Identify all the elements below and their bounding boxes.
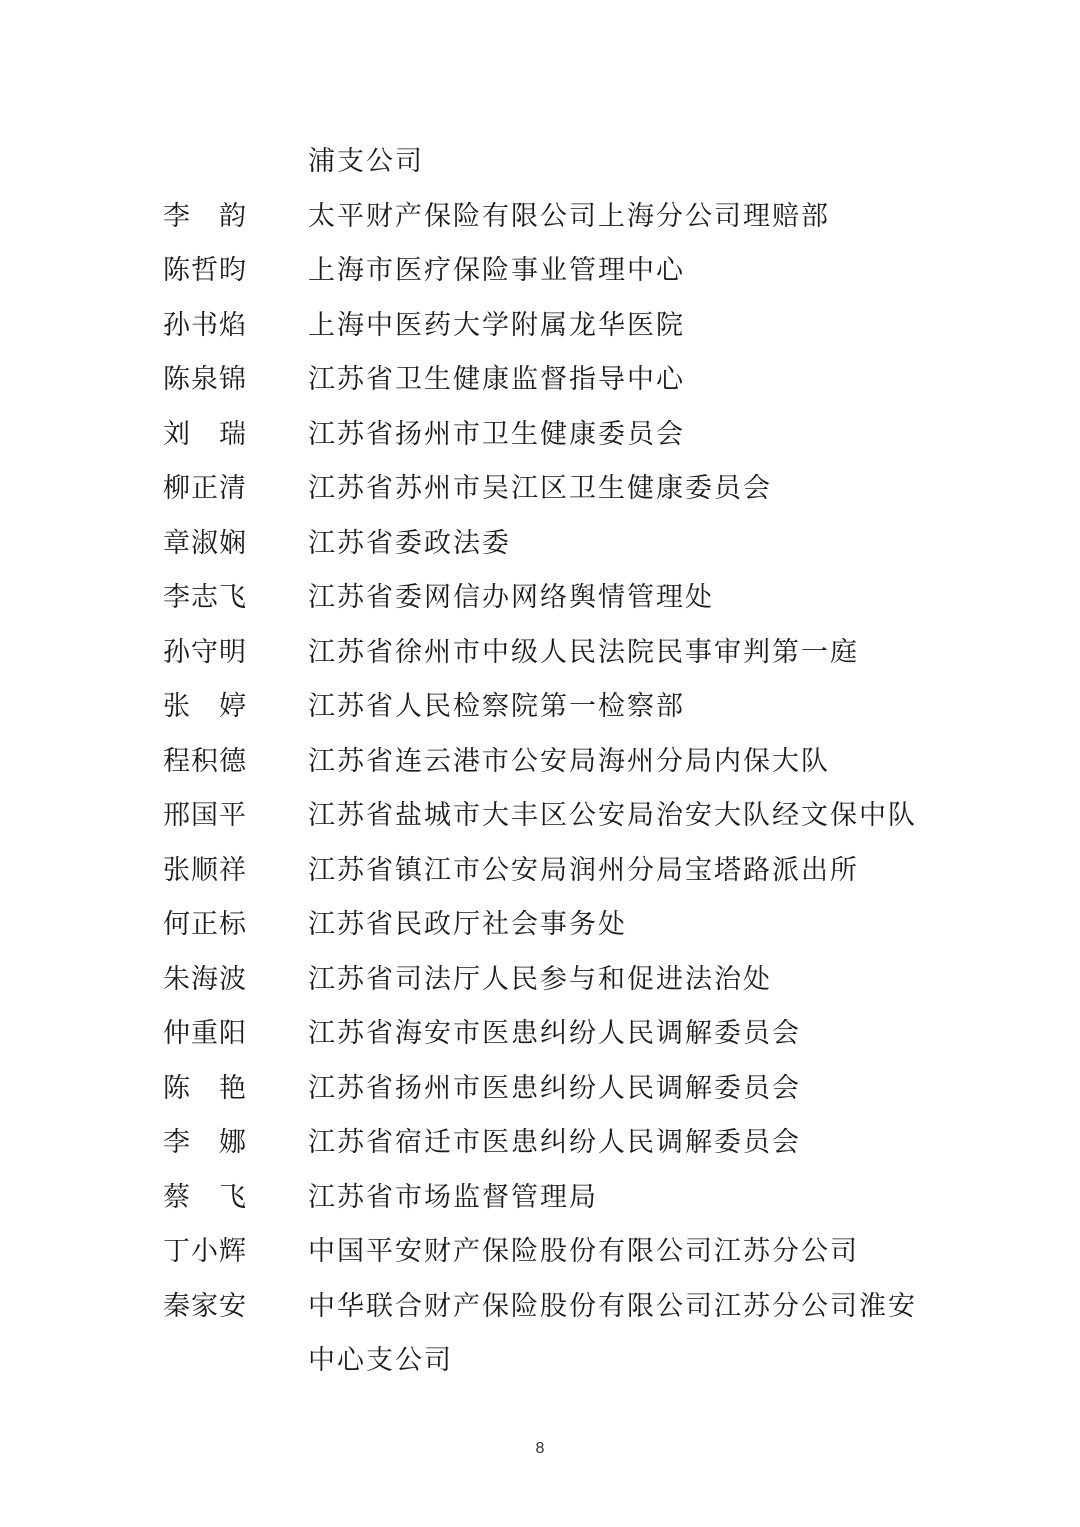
person-name: 何正标 — [163, 909, 247, 940]
organization: 太平财产保险有限公司上海分公司理赔部 — [308, 200, 830, 232]
person-name: 秦家安 — [163, 1290, 247, 1322]
person-name: 陈哲昀 — [163, 255, 247, 286]
organization: 江苏省盐城市大丰区公安局治安大队经文保中队 — [308, 800, 917, 831]
organization: 江苏省扬州市卫生健康委员会 — [308, 418, 685, 450]
person-name: 孙书焰 — [163, 309, 247, 341]
organization: 江苏省扬州市医患纠纷人民调解委员会 — [308, 1072, 801, 1104]
organization: 江苏省司法厅人民参与和促进法治处 — [308, 963, 772, 995]
name-list — [163, 135, 943, 1389]
person-name: 章淑娴 — [163, 527, 247, 559]
list-item — [163, 1007, 943, 1062]
list-item — [163, 408, 943, 463]
person-name: 仲重阳 — [163, 1018, 247, 1049]
person-name: 刘 瑞 — [163, 418, 247, 450]
list-item — [163, 1225, 943, 1280]
person-name: 张顺祥 — [163, 854, 247, 886]
list-item — [163, 789, 943, 844]
list-item — [163, 571, 943, 626]
organization: 江苏省人民检察院第一检察部 — [308, 691, 685, 722]
organization: 中心支公司 — [308, 1345, 453, 1376]
list-item — [163, 898, 943, 953]
list-item — [163, 1116, 943, 1171]
organization: 江苏省民政厅社会事务处 — [308, 909, 627, 940]
organization: 江苏省市场监督管理局 — [308, 1181, 598, 1213]
list-item — [163, 244, 943, 299]
person-name: 李 韵 — [163, 200, 247, 232]
person-name: 孙守明 — [163, 636, 247, 668]
list-item — [163, 735, 943, 790]
organization: 江苏省委网信办网络舆情管理处 — [308, 582, 714, 613]
list-item — [163, 953, 943, 1008]
list-item — [163, 462, 943, 517]
organization: 上海中医药大学附属龙华医院 — [308, 309, 685, 341]
list-item — [163, 299, 943, 354]
list-item — [163, 1171, 943, 1226]
list-item — [163, 517, 943, 572]
person-name: 李志飞 — [163, 582, 247, 613]
list-item — [163, 1062, 943, 1117]
person-name: 李 娜 — [163, 1127, 247, 1158]
organization: 江苏省卫生健康监督指导中心 — [308, 364, 685, 395]
person-name: 陈 艳 — [163, 1072, 247, 1104]
list-item — [163, 680, 943, 735]
list-item — [163, 353, 943, 408]
person-name: 程积德 — [163, 745, 247, 777]
organization: 中华联合财产保险股份有限公司江苏分公司淮安 — [308, 1290, 917, 1322]
person-name: 柳正清 — [163, 473, 247, 504]
organization: 江苏省徐州市中级人民法院民事审判第一庭 — [308, 636, 859, 668]
person-name: 邢国平 — [163, 800, 247, 831]
organization: 江苏省镇江市公安局润州分局宝塔路派出所 — [308, 854, 859, 886]
organization: 江苏省苏州市吴江区卫生健康委员会 — [308, 473, 772, 504]
organization: 江苏省连云港市公安局海州分局内保大队 — [308, 745, 830, 777]
organization: 江苏省宿迁市医患纠纷人民调解委员会 — [308, 1127, 801, 1158]
organization: 江苏省海安市医患纠纷人民调解委员会 — [308, 1018, 801, 1049]
list-item — [163, 1280, 943, 1335]
list-item — [163, 135, 943, 190]
person-name: 朱海波 — [163, 963, 247, 995]
list-item — [163, 626, 943, 681]
list-item — [163, 190, 943, 245]
organization: 浦支公司 — [308, 146, 424, 177]
person-name: 陈泉锦 — [163, 364, 247, 395]
page-number: 8 — [535, 1440, 545, 1457]
person-name: 蔡 飞 — [163, 1181, 247, 1213]
list-item — [163, 1334, 943, 1389]
organization: 江苏省委政法委 — [308, 527, 511, 559]
organization: 中国平安财产保险股份有限公司江苏分公司 — [308, 1236, 859, 1267]
organization: 上海市医疗保险事业管理中心 — [308, 255, 685, 286]
person-name: 张 婷 — [163, 691, 247, 722]
person-name: 丁小辉 — [163, 1236, 247, 1267]
list-item — [163, 844, 943, 899]
